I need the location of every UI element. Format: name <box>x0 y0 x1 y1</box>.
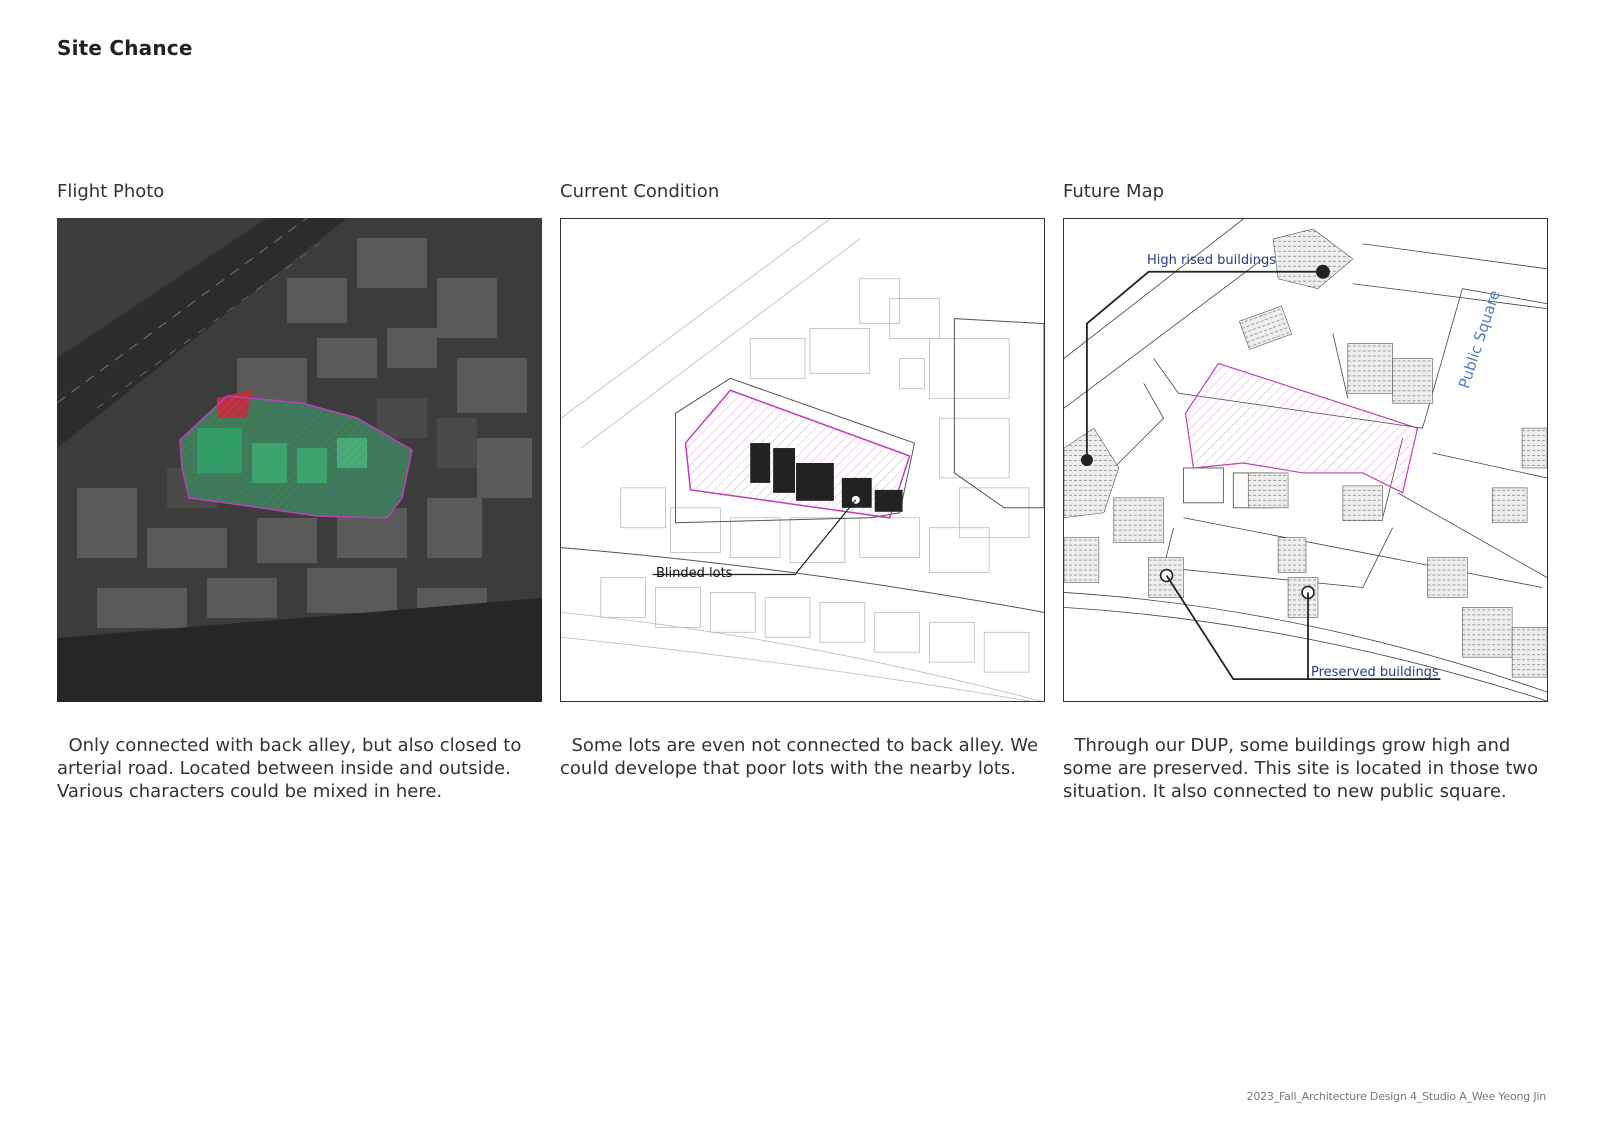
caption-flight-photo: Only connected with back alley, but also closed to arterial road. Located between inside and outside. Various characters could be mixed in here. <box>57 735 528 802</box>
callout-blinded-lots: Blinded lots <box>656 566 733 581</box>
panel-label-future-map: Future Map <box>1063 181 1165 202</box>
footer-credit: 2023_Fall_Architecture Design 4_Studio A_Wee Yeong Jin <box>1246 1090 1546 1103</box>
caption-future-map: Through our DUP, some buildings grow high and some are preserved. This site is located in those two situation. It also connected to new public square. <box>1063 735 1544 802</box>
panel-label-current-condition: Current Condition <box>560 181 720 202</box>
callout-preserved-buildings: Preserved buildings <box>1311 665 1439 680</box>
label-public-square: Public Square <box>1455 288 1504 391</box>
flight-photo-image <box>57 218 542 702</box>
page-title: Site Chance <box>57 36 193 60</box>
future-map <box>1063 218 1548 702</box>
current-condition-map <box>560 218 1045 702</box>
callout-high-rised-buildings: High rised buildings <box>1147 253 1276 268</box>
caption-current-condition: Some lots are even not connected to back alley. We could develope that poor lots with the nearby lots. <box>560 735 1044 779</box>
panel-label-flight-photo: Flight Photo <box>57 181 165 202</box>
